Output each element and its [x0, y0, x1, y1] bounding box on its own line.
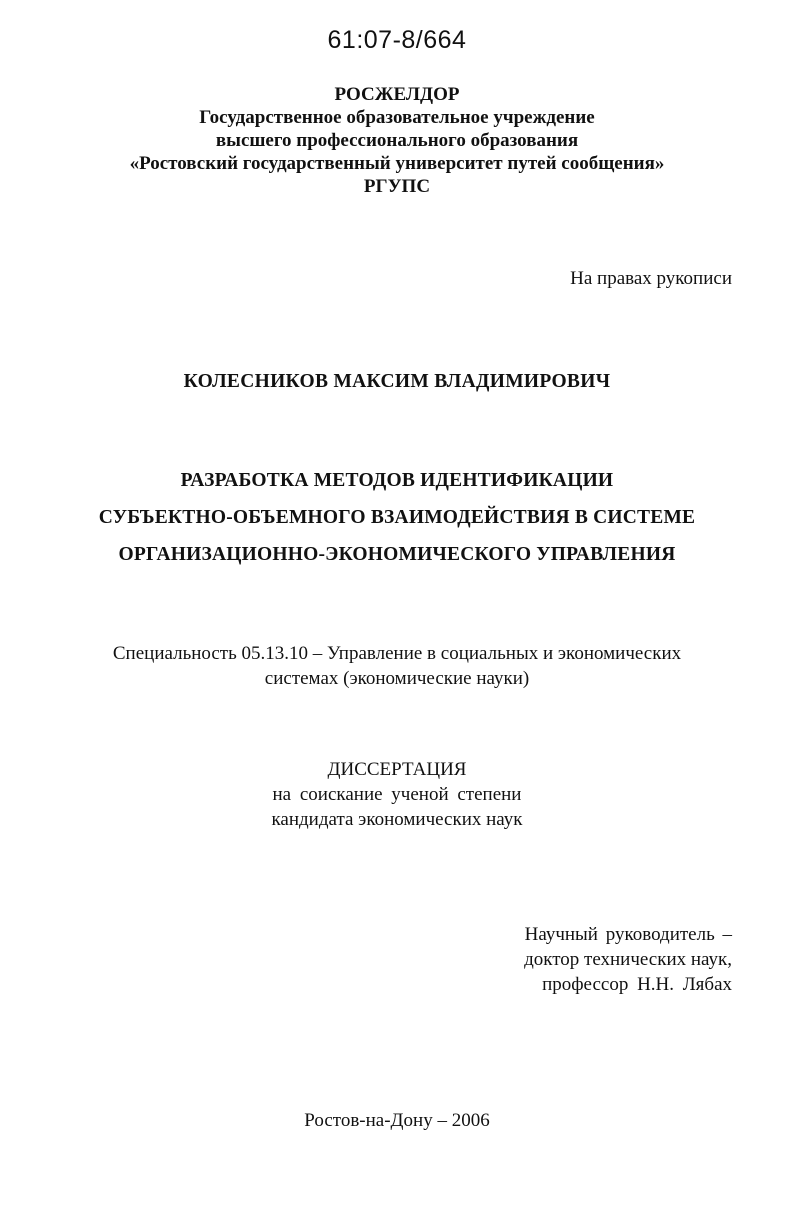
city-year: Ростов-на-Дону – 2006 [304, 1110, 490, 1131]
specialty-block [0, 641, 794, 691]
title-line-1: РАЗРАБОТКА МЕТОДОВ ИДЕНТИФИКАЦИИ [180, 470, 614, 491]
supervisor-line-2: доктор технических наук, [524, 949, 732, 970]
dissertation-heading: ДИССЕРТАЦИЯ [327, 759, 467, 780]
catalog-code: 61:07-8/664 [327, 26, 467, 54]
supervisor-block [516, 922, 732, 997]
title-line-2: СУБЪЕКТНО-ОБЪЕМНОГО ВЗАИМОДЕЙСТВИЯ В СИСТЕМЕ [98, 507, 696, 528]
institution-line-3: «Ростовский государственный университет путей сообщения» [129, 153, 665, 174]
institution-line-2: высшего профессионального образования [215, 130, 579, 151]
agency-name: РОСЖЕЛДОР [334, 84, 460, 105]
author-name: КОЛЕСНИКОВ МАКСИМ ВЛАДИМИРОВИЧ [183, 371, 611, 392]
degree-line-1: на соискание ученой степени [272, 784, 522, 805]
dissertation-block [0, 757, 794, 832]
institution-abbreviation: РГУПС [363, 176, 431, 197]
specialty-line-1: Специальность 05.13.10 – Управление в социальных и экономических [112, 643, 682, 664]
institution-line-1: Государственное образовательное учреждение [199, 107, 595, 128]
specialty-line-2: системах (экономические науки) [264, 668, 530, 689]
degree-line-2: кандидата экономических наук [271, 809, 523, 830]
organization-block [0, 83, 794, 198]
manuscript-note: На правах рукописи [570, 268, 732, 289]
title-line-3: ОРГАНИЗАЦИОННО-ЭКОНОМИЧЕСКОГО УПРАВЛЕНИЯ [118, 544, 676, 565]
dissertation-title [0, 462, 794, 573]
supervisor-line-3: профессор Н.Н. Лябах [542, 974, 732, 995]
supervisor-line-1: Научный руководитель – [524, 924, 732, 945]
